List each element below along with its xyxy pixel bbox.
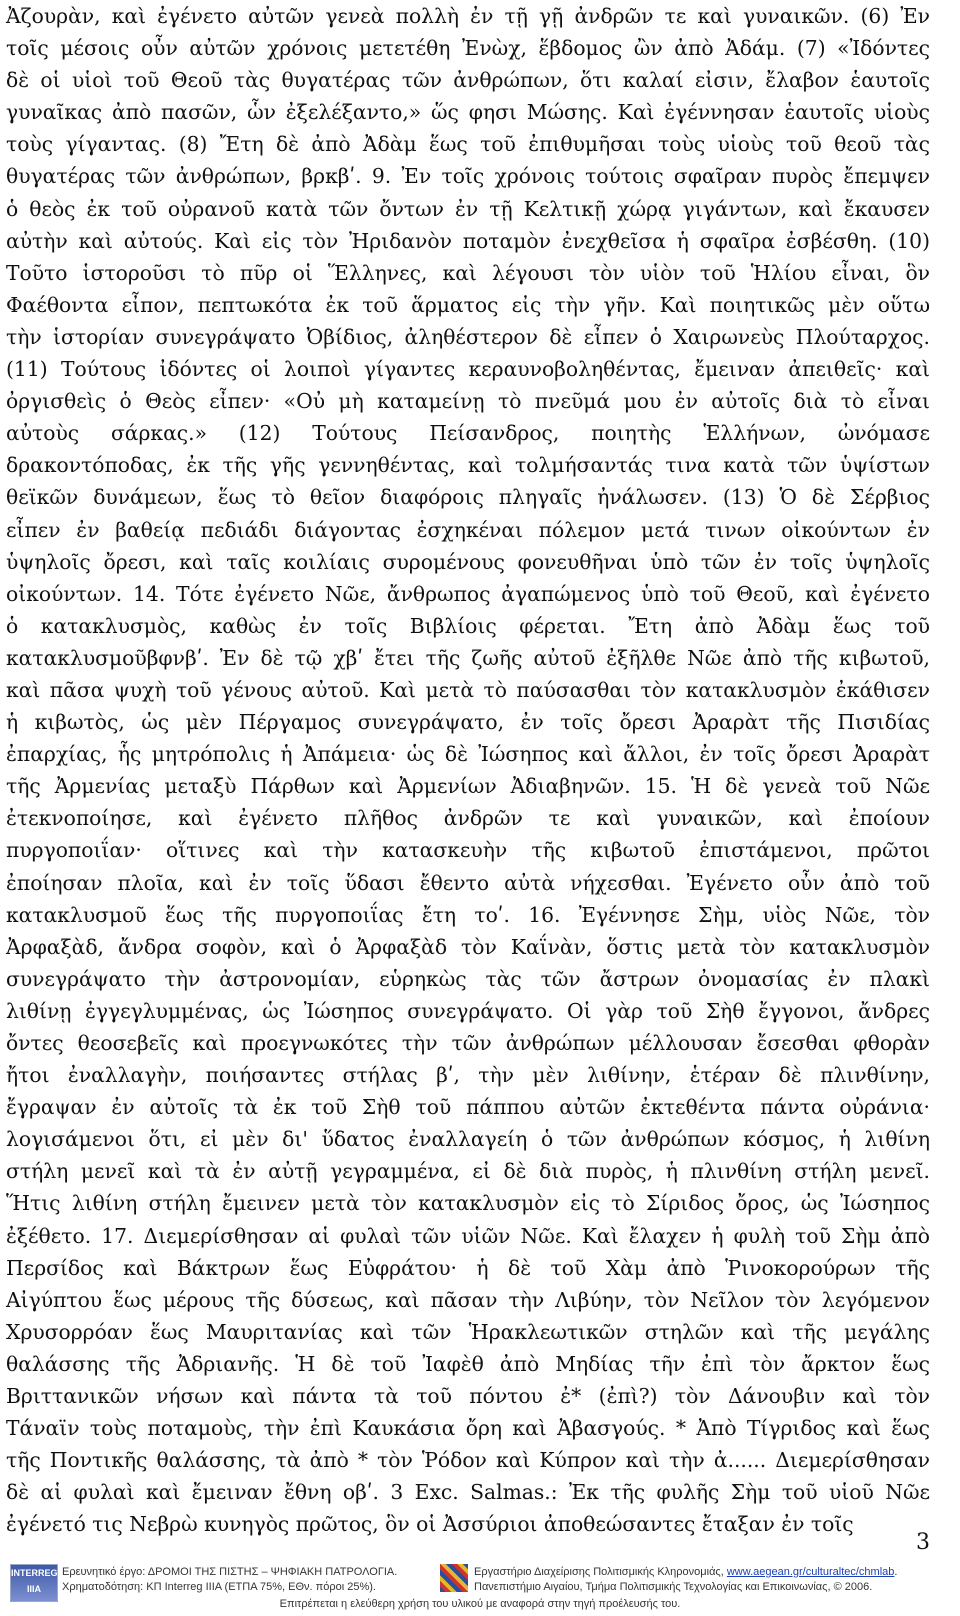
document-body bbox=[6, 0, 930, 1541]
text-line: ἐγένετό τις Νεβρὼ κυνηγὸς πρῶτος, ὃν οἱ Ἀσσύριοι ἀποθεώσαντες ἔταξαν ἐν τοῖς bbox=[6, 1512, 854, 1537]
footer-lab-name: Εργαστήριο Διαχείρισης Πολιτισμικής Κληρονομιάς, bbox=[474, 1566, 727, 1578]
text-line: ἤτοι ἐναλλαγὴν, ποιήσαντες στήλας βʹ, τὴν μὲν λιθίνην, ἑτέραν δὲ πλινθίνην, bbox=[6, 1063, 930, 1088]
text-line: δρακοντόποδας, ἐκ τῆς γῆς γεννηθέντας, καὶ τολμήσαντάς τινα κατὰ τῶν ὑψίστων bbox=[6, 453, 930, 478]
page-number: 3 bbox=[916, 1530, 930, 1555]
text-line: πυργοποιΐαν· οἵτινες καὶ τὴν κατασκευὴν τῆς κιβωτοῦ ἐπιστάμενοι, πρῶτοι bbox=[6, 838, 930, 863]
text-line: ὄντες θεοσεβεῖς καὶ προεγνωκότες τὴν τῶν ἀνθρώπων μέλλουσαν ἔσεσθαι φθορὰν bbox=[6, 1031, 930, 1055]
footer-university-line: Πανεπιστήμιο Αιγαίου, Τμήμα Πολιτισμικής Τεχνολογίας και Επικοινωνίας, © 2006. bbox=[474, 1581, 873, 1593]
footer-lab-line bbox=[474, 1565, 944, 1580]
text-line: Ἀζουρὰν, καὶ ἐγένετο αὐτῶν γενεὰ πολλὴ ἐν τῇ γῇ ἀνδρῶν τε καὶ γυναικῶν. (6) Ἐν bbox=[6, 4, 930, 28]
text-line: ὁ κατακλυσμὸς, καθὼς ἐν τοῖς Βιβλίοις φέρεται. Ἔτη ἀπὸ Ἀδὰμ ἕως τοῦ bbox=[6, 613, 930, 638]
lab-logo bbox=[440, 1564, 468, 1592]
text-line: Τοῦτο ἱστοροῦσι τὸ πῦρ οἱ Ἕλληνες, καὶ λέγουσι τὸν υἱὸν τοῦ Ἡλίου εἶναι, ὃν bbox=[6, 260, 930, 285]
logo-text-2: IIIA bbox=[26, 1584, 41, 1594]
text-line: τῆς Ποντικῆς θαλάσσης, τὰ ἀπὸ * τὸν Ῥόδον καὶ Κύπρον καὶ τὴν ἀ...... Διεμερίσθησαν bbox=[6, 1448, 930, 1473]
footer bbox=[0, 1560, 960, 1616]
text-line: κατακλυσμοῦβφνβʹ. Ἐν δὲ τῷ χβʹ ἔτει τῆς ζωῆς αὐτοῦ ἐξῆλθε Νῶε ἀπὸ τῆς κιβωτοῦ, bbox=[6, 645, 930, 670]
text-line: ἐτεκνοποίησε, καὶ ἐγένετο πλῆθος ἀνδρῶν τε καὶ γυναικῶν, καὶ ἐποίουν bbox=[6, 806, 930, 831]
footer-usage-notice: Επιτρέπεται η ελεύθερη χρήση του υλικού με αναφορά στην τηγή προέλευσής του. bbox=[279, 1598, 681, 1610]
text-line: Τάναϊν τοὺς ποταμοὺς, τὴν ἐπὶ Καυκάσια ὄρη καὶ Ἀβασγούς. * Ἀπὸ Τίγριδος καὶ ἕως bbox=[6, 1416, 930, 1441]
text-line: τοὺς γίγαντας. (8) Ἔτη δὲ ἀπὸ Ἀδὰμ ἕως τοῦ ἐπιθυμῆσαι τοὺς υἱοὺς τοῦ θεοῦ τὰς bbox=[6, 132, 930, 157]
text-line: στήλη μενεῖ καὶ τὰ ἐν αὐτῇ γεγραμμένα, εἰ δὲ διὰ πυρὸς, ἡ πλινθίνη στήλη μενεῖ. bbox=[6, 1159, 930, 1184]
text-line: εἶπεν ἐν βαθείᾳ πεδιάδι διάγοντας ἐσχηκέναι πόλεμον μετά τινων οἰκούντων ἐν bbox=[6, 517, 930, 542]
text-line: Βριττανικῶν νήσων καὶ πάντα τὰ τοῦ πόντου ἐ* (ἐπὶ?) τὸν Δάνουβιν καὶ τὸν bbox=[6, 1384, 930, 1409]
footer-lab-end: . bbox=[894, 1566, 898, 1578]
text-line: αὐτὴν καὶ αὐτούς. Καὶ εἰς τὸν Ἠριδανὸν ποταμὸν ἐνεχθεῖσα ἡ σφαῖρα ἐσβέσθη. (10) bbox=[6, 228, 930, 253]
text-line: τοῖς μέσοις οὖν αὐτῶν χρόνοις μετετέθη Ἐνὼχ, ἕβδομος ὢν ἀπὸ Ἀδάμ. (7) «Ἰδόντες bbox=[6, 36, 930, 61]
text-line: θυγατέρας τῶν ἀνθρώπων, βρκβʹ. 9. Ἐν τοῖς χρόνοις τούτοις σφαῖραν πυρὸς ἔπεμψεν bbox=[6, 164, 930, 189]
text-line: ὁ θεὸς ἐκ τοῦ οὐρανοῦ κατὰ τῶν ὄντων ἐν τῇ Κελτικῇ χώρᾳ γιγάντων, καὶ ἔκαυσεν bbox=[6, 196, 930, 221]
interreg-logo bbox=[10, 1564, 58, 1602]
text-line: ἐπαρχίας, ἧς μητρόπολις ἡ Ἀπάμεια· ὡς δὲ Ἰώσηπος καὶ ἄλλοι, ἐν τοῖς ὄρεσι Ἀραρὰτ bbox=[6, 742, 930, 767]
footer-funding-line: Χρηματοδότηση: ΚΠ Interreg IIIA (ΕΤΠΑ 75%, ΕΘν. πόροι 25%). bbox=[62, 1581, 376, 1593]
footer-funding-info bbox=[62, 1565, 422, 1595]
text-line: λιθίνῃ ἐγγεγλυμμένας, ὡς Ἰώσηπος συνεγράψατο. Οἱ γὰρ τοῦ Σὴθ ἔγγονοι, ἄνδρες bbox=[6, 998, 930, 1023]
text-line: ὀργισθεὶς ὁ Θεὸς εἶπεν· «Οὐ μὴ καταμείνῃ τὸ πνεῦμά μου ἐν αὐτοῖς διὰ τὸ εἶναι bbox=[6, 389, 930, 414]
text-line: ἐποίησαν πλοῖα, καὶ ἐν τοῖς ὕδασι ἔθεντο αὐτὰ νήχεσθαι. Ἐγένετο οὖν ἀπὸ τοῦ bbox=[6, 870, 930, 895]
text-line: καὶ πᾶσα ψυχὴ τοῦ γένους αὐτοῦ. Καὶ μετὰ τὸ παύσασθαι τὸν κατακλυσμὸν ἐκάθισεν bbox=[6, 677, 930, 702]
lab-website-link[interactable]: www.aegean.gr/culturaltec/chmlab bbox=[726, 1566, 895, 1578]
text-line: (11) Τούτους ἰδόντες οἱ λοιποὶ γίγαντες κεραυνοβοληθέντας, ἔμειναν ἀπειθεῖς· καὶ bbox=[6, 357, 930, 382]
logo-text-1: INTERREG bbox=[11, 1568, 58, 1578]
text-line: Ἀρφαξὰδ, ἄνδρα σοφὸν, καὶ ὁ Ἀρφαξὰδ τὸν Καΐνὰν, ὅστις μετὰ τὸν κατακλυσμὸν bbox=[6, 934, 930, 959]
text-line: συνεγράψατο τὴν ἀστρονομίαν, εὑρηκὼς τὰς τῶν ἄστρων ὀνομασίας ἐν πλακὶ bbox=[6, 966, 930, 991]
text-line: οἰκούντων. 14. Τότε ἐγένετο Νῶε, ἄνθρωπος ἀγαπώμενος ὑπὸ τοῦ Θεοῦ, καὶ ἐγένετο bbox=[6, 581, 930, 606]
text-line: Αἰγύπτου ἕως μέρους τῆς δύσεως, καὶ πᾶσαν τὴν Λιβύην, τὸν Νεῖλον τὸν λεγόμενον bbox=[6, 1287, 930, 1312]
text-line: Φαέθοντα εἶπον, πεπτωκότα ἐκ τοῦ ἅρματος εἰς τὴν γῆν. Καὶ ποιητικῶς μὲν οὕτω bbox=[6, 292, 930, 317]
text-line: ἔγραψαν ἐν αὐτοῖς τὰ ἐκ τοῦ Σὴθ τοῦ πάππου αὐτῶν ἐκτεθέντα πάντα οὐράνια· bbox=[6, 1095, 930, 1120]
text-line: ἐξέθετο. 17. Διεμερίσθησαν αἱ φυλαὶ τῶν υἱῶν Νῶε. Καὶ ἔλαχεν ἡ φυλὴ τοῦ Σὴμ ἀπὸ bbox=[6, 1223, 930, 1248]
footer-project-line: Ερευνητικό έργο: ΔΡΟΜΟΙ ΤΗΣ ΠΙΣΤΗΣ – ΨΗΦΙΑΚΗ ΠΑΤΡΟΛΟΓΙΑ. bbox=[62, 1566, 398, 1578]
text-line: γυναῖκας ἀπὸ πασῶν, ὧν ἐξελέξαντο,» ὥς φησι Μώσης. Καὶ ἐγέννησαν ἑαυτοῖς υἱοὺς bbox=[6, 100, 930, 125]
text-line: θεϊκῶν δυνάμεων, ἕως τὸ θεῖον διαφόροις πληγαῖς ἠνάλωσεν. (13) Ὁ δὲ Σέρβιος bbox=[6, 485, 930, 510]
text-line: κατακλυσμοῦ ἕως τῆς πυργοποιΐας ἔτη τοʹ. 16. Ἐγέννησε Σὴμ, υἱὸς Νῶε, τὸν bbox=[6, 902, 930, 927]
text-line: δὲ αἱ φυλαὶ καὶ ἔμειναν ἔθνη οβʹ. 3 Exc. Salmas.: Ἐκ τῆς φυλῆς Σὴμ τοῦ υἱοῦ Νῶε bbox=[6, 1480, 930, 1505]
text-line: ὑψηλοῖς ὄρεσι, καὶ ταῖς κοιλίαις συρομένους φονευθῆναι ὑπὸ τῶν ἐν τοῖς ὑψηλοῖς bbox=[6, 549, 930, 574]
text-line: ἡ κιβωτὸς, ὡς μὲν Πέργαμος συνεγράψατο, ἐν τοῖς ὄρεσι Ἀραρὰτ τῆς Πισιδίας bbox=[6, 710, 930, 735]
text-line: θαλάσσης τῆς Ἀδριανῆς. Ἡ δὲ τοῦ Ἰαφὲθ ἀπὸ Μηδίας τῆν ἐπὶ τὸν ἄρκτον ἕως bbox=[6, 1351, 930, 1376]
footer-lab-info bbox=[474, 1565, 944, 1595]
text-line: αὐτοὺς σάρκας.» (12) Τούτους Πείσανδρος, ποιητὴς Ἑλλήνων, ὠνόμασε bbox=[6, 421, 930, 446]
text-line: Περσίδος καὶ Βάκτρων ἕως Εὐφράτου· ἡ δὲ τοῦ Χὰμ ἀπὸ Ῥινοκορούρων τῆς bbox=[6, 1255, 930, 1280]
text-line: δὲ οἱ υἱοὶ τοῦ Θεοῦ τὰς θυγατέρας τῶν ἀνθρώπων, ὅτι καλαί εἰσιν, ἔλαβον ἑαυτοῖς bbox=[6, 68, 930, 93]
text-line: Χρυσορρόαν ἕως Μαυριτανίας καὶ τῶν Ἡρακλεωτικῶν στηλῶν καὶ τῆς μεγάλης bbox=[6, 1319, 930, 1344]
text-line: τὴν ἱστορίαν συνεγράψατο Ὀβίδιος, ἀληθέστερον δὲ εἶπεν ὁ Χαιρωνεὺς Πλούταρχος. bbox=[6, 324, 930, 349]
text-line: λογισάμενοι ὅτι, εἰ μὲν δι' ὕδατος ἐναλλαγείη ὁ τῶν ἀνθρώπων κόσμος, ἡ λιθίνη bbox=[6, 1127, 930, 1152]
text-line: Ἥτις λιθίνη στήλη ἔμεινεν μετὰ τὸν κατακλυσμὸν εἰς τὸ Σίριδος ὄρος, ὡς Ἰώσηπος bbox=[6, 1191, 930, 1216]
text-line: τῆς Ἀρμενίας μεταξὺ Πάρθων καὶ Ἀρμενίων Ἀδιαβηνῶν. 15. Ἡ δὲ γενεὰ τοῦ Νῶε bbox=[6, 774, 930, 799]
